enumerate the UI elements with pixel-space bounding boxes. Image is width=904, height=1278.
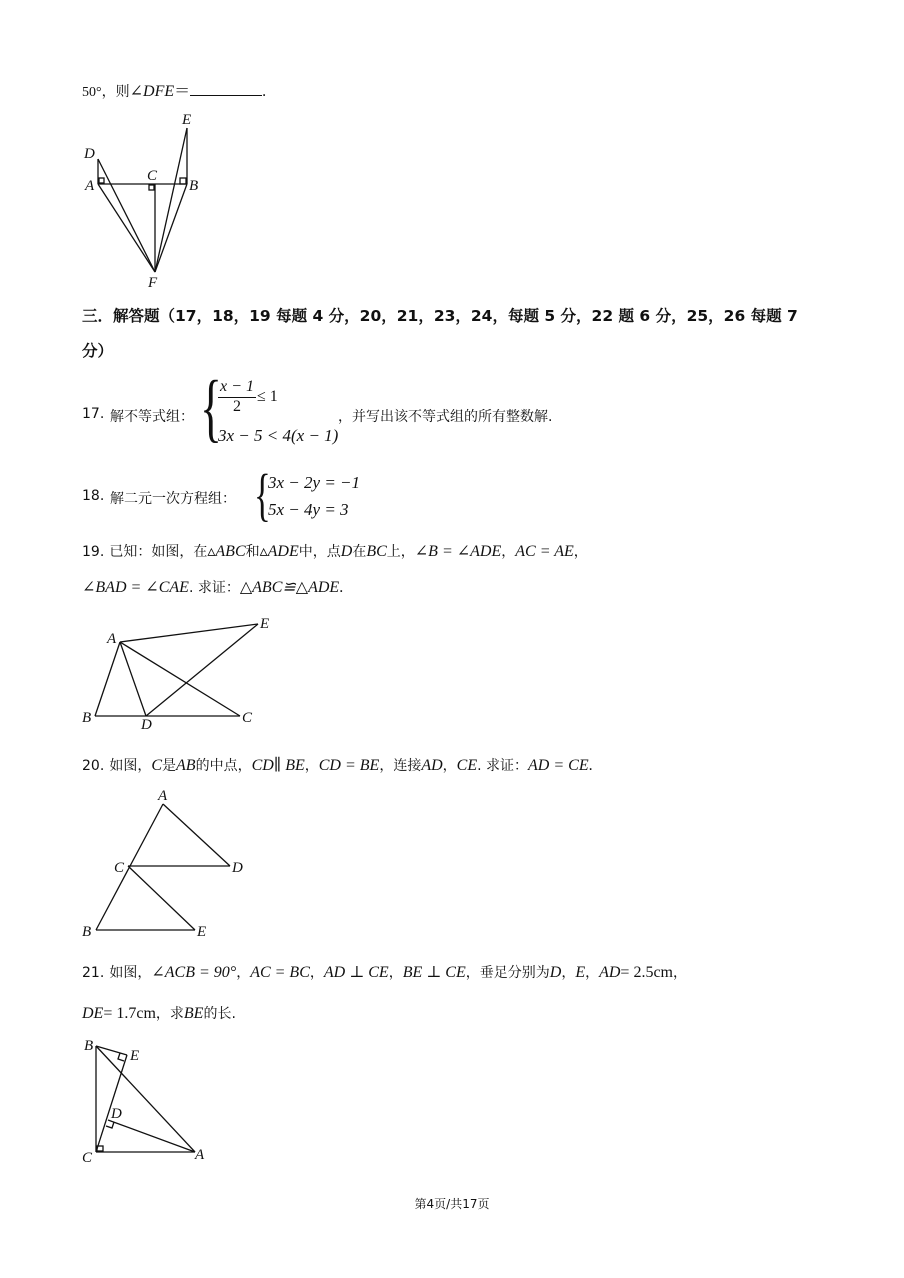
q21-line2 xyxy=(82,1003,236,1023)
q21-text-b: ，垂足分别为 xyxy=(465,965,550,981)
q21-de-value: = 1.7cm xyxy=(103,1005,156,1022)
q20-comma1: ， xyxy=(304,758,319,774)
q19-number: 19. xyxy=(82,544,105,560)
label-B: B xyxy=(82,924,92,940)
q19-triangle-ade: ▵ADE xyxy=(259,543,299,560)
q20-cond1: CD∥ BE xyxy=(251,757,305,774)
label-E: E xyxy=(197,924,207,940)
figure-20 xyxy=(80,784,260,944)
figure-19 xyxy=(80,612,280,732)
equals-sign: ＝ xyxy=(174,83,191,100)
q21-cond4: BE ⊥ CE xyxy=(402,964,466,981)
q21-line1 xyxy=(82,962,687,982)
q21-point-d: D xyxy=(549,964,562,981)
q21-comma3: ， xyxy=(388,965,403,981)
label-C: C xyxy=(242,710,253,726)
q19-line2 xyxy=(82,577,343,597)
q21-segment-be: BE xyxy=(183,1005,204,1022)
q19-comma2: ， xyxy=(573,544,588,560)
q19-triangle-abc: ▵ABC xyxy=(207,543,246,560)
label-C: C xyxy=(114,860,125,876)
q21-cond2: AC = BC xyxy=(250,964,310,981)
q17-brace: { xyxy=(200,366,222,450)
q20-number: 20. xyxy=(82,758,105,774)
q21-line2-text: ，求 xyxy=(155,1006,184,1022)
q20-prove: AD = CE xyxy=(528,757,589,774)
figure-21 xyxy=(78,1036,218,1166)
q21-line2-end: 的长. xyxy=(203,1006,236,1022)
figure-dfe xyxy=(80,108,220,288)
angle-dfe: ∠DFE xyxy=(129,83,175,100)
q17-intro: 解不等式组： xyxy=(110,409,194,425)
q18-eq2: 5x − 4y = 3 xyxy=(268,500,349,519)
q18-number: 18. xyxy=(82,488,105,504)
q19-cond2: AC = AE xyxy=(515,543,574,560)
q19-and: 和 xyxy=(245,544,260,560)
label-D: D xyxy=(84,146,95,162)
q21-comma2: ， xyxy=(309,965,324,981)
section-3-heading-line1: 三．解答题（17，18，19 每题 4 分，20，21，23，24，每题 5 分，22 题 6 分，25，26 每题 7 xyxy=(82,307,798,325)
q20-segment-ab: AB xyxy=(176,757,196,774)
q18-intro: 解二元一次方程组： xyxy=(110,491,236,507)
label-C: C xyxy=(147,168,158,184)
label-B: B xyxy=(189,178,199,194)
q19-text-b: 中，点 xyxy=(298,544,341,560)
section-3-heading-line2: 分） xyxy=(82,342,114,360)
label-E: E xyxy=(130,1048,140,1064)
q20-comma2: ， xyxy=(442,758,457,774)
q21-de-var: DE xyxy=(82,1005,104,1022)
label-E: E xyxy=(260,616,270,632)
q19-segment-bc: BC xyxy=(366,543,387,560)
q21-number: 21. xyxy=(82,965,105,981)
q19-text-a: 已知：如图，在 xyxy=(109,544,208,560)
q19-line1 xyxy=(82,541,588,561)
q17-frac-denominator: 2 xyxy=(233,398,241,415)
q21-comma1: ， xyxy=(236,965,251,981)
label-A: A xyxy=(158,788,168,804)
q19-text-c: 在 xyxy=(352,544,367,560)
q19-prove: △ABC≌△ADE xyxy=(239,579,340,596)
q20-line xyxy=(82,755,593,775)
label-A: A xyxy=(85,178,95,194)
q21-point-e: E xyxy=(575,964,586,981)
q19-cond3: ∠BAD = ∠CAE xyxy=(82,579,189,596)
q20-text-e: . 求证： xyxy=(477,758,529,774)
q21-cond1: ∠ACB = 90° xyxy=(151,964,237,981)
label-A: A xyxy=(195,1147,205,1163)
answer-blank xyxy=(190,83,262,96)
q20-text-c: 的中点， xyxy=(195,758,252,774)
q21-cond3: AD ⊥ CE xyxy=(323,964,389,981)
q20-text-a: 如图， xyxy=(109,758,152,774)
label-C: C xyxy=(82,1150,93,1166)
q20-segment-ce: CE xyxy=(456,757,478,774)
q17-tail: ，并写出该不等式组的所有整数解. xyxy=(338,409,553,425)
label-D: D xyxy=(141,717,152,732)
label-B: B xyxy=(84,1038,94,1054)
q21-text-a: 如图， xyxy=(109,965,152,981)
label-D: D xyxy=(111,1106,122,1122)
q20-segment-ad: AD xyxy=(421,757,443,774)
degree-value: 50° xyxy=(82,85,102,100)
label-E: E xyxy=(182,112,192,128)
label-D: D xyxy=(232,860,243,876)
q19-period: . xyxy=(339,579,344,596)
q19-comma1: ， xyxy=(501,544,516,560)
q21-comma6: ， xyxy=(673,965,687,981)
q19-prove-label: . 求证： xyxy=(188,580,240,596)
q20-cond2: CD = BE xyxy=(318,757,380,774)
q18-eq1: 3x − 2y = −1 xyxy=(268,473,361,492)
period: . xyxy=(262,83,267,100)
q17-number: 17. xyxy=(82,406,105,422)
q18-brace: { xyxy=(254,462,271,527)
q20-point-c: C xyxy=(151,757,163,774)
label-A: A xyxy=(107,631,117,647)
q19-cond1: ∠B = ∠ADE xyxy=(414,543,502,560)
q19-point-d: D xyxy=(340,543,353,560)
q20-period: . xyxy=(588,757,593,774)
label-F: F xyxy=(148,275,158,288)
page-footer: 第4页/共17页 xyxy=(414,1197,490,1211)
then-text: ，则 xyxy=(101,84,130,100)
q21-comma5: ， xyxy=(585,965,600,981)
q17-ineq1-rest: ≤ 1 xyxy=(257,388,278,405)
q21-ad-value: = 2.5cm xyxy=(620,964,673,981)
label-B: B xyxy=(82,710,92,726)
q17-frac-numerator: x − 1 xyxy=(218,378,256,398)
q20-text-d: ，连接 xyxy=(379,758,422,774)
top-line xyxy=(82,78,266,101)
q21-comma4: ， xyxy=(561,965,576,981)
q19-text-d: 上， xyxy=(386,544,415,560)
q20-text-b: 是 xyxy=(162,758,177,774)
q21-ad-var: AD xyxy=(599,964,621,981)
q17-fraction xyxy=(218,378,256,416)
q17-ineq2: 3x − 5 < 4(x − 1) xyxy=(218,426,339,445)
